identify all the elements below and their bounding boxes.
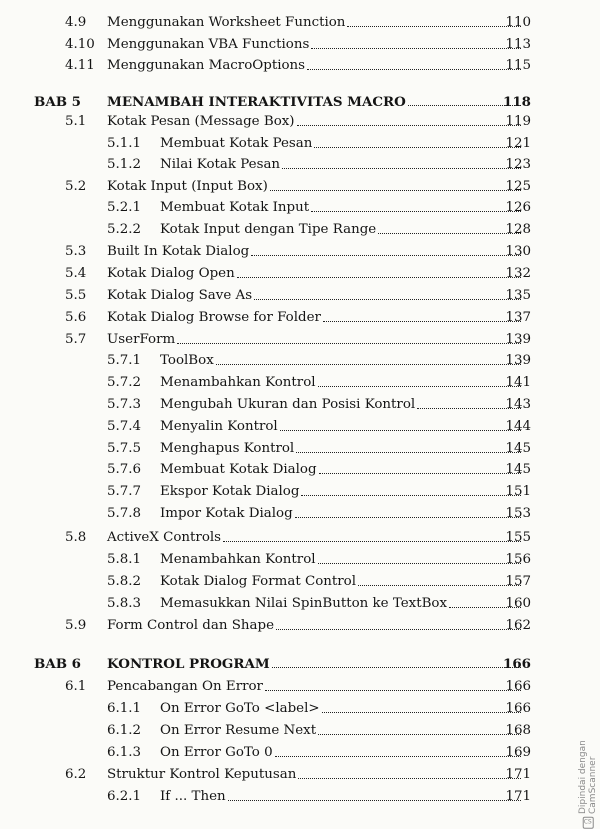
entry-number: 4.9 bbox=[65, 15, 87, 30]
toc-entry bbox=[0, 438, 600, 458]
entry-page-number: 145 bbox=[505, 441, 531, 456]
toc-entry bbox=[0, 742, 600, 762]
entry-title-line bbox=[160, 136, 522, 152]
dot-leader bbox=[275, 756, 521, 757]
entry-number: 5.7.7 bbox=[107, 484, 142, 499]
entry-number: 5.3 bbox=[65, 244, 87, 259]
entry-title: On Error Resume Next bbox=[160, 723, 317, 738]
entry-number: BAB 6 bbox=[34, 656, 82, 672]
entry-title-line bbox=[160, 789, 522, 805]
entry-number: 5.2 bbox=[65, 179, 87, 194]
entry-page-number: 121 bbox=[505, 136, 531, 151]
entry-page-number: 143 bbox=[505, 397, 531, 412]
entry-title-line bbox=[107, 179, 522, 195]
dot-leader bbox=[237, 277, 521, 278]
toc-entry bbox=[0, 285, 600, 305]
toc-entry bbox=[0, 55, 600, 75]
entry-page-number: 132 bbox=[505, 266, 531, 281]
entry-title: If ... Then bbox=[160, 789, 226, 804]
scanner-note: Dipindai dengan CamScanner bbox=[578, 740, 598, 815]
entry-number: 5.7.2 bbox=[107, 375, 142, 390]
toc-entry bbox=[0, 307, 600, 327]
entry-number: 5.1.2 bbox=[107, 157, 142, 172]
entry-page-number: 113 bbox=[505, 37, 531, 52]
dot-leader bbox=[216, 364, 521, 365]
entry-page-number: 110 bbox=[505, 15, 531, 30]
entry-page-number: 137 bbox=[505, 310, 531, 325]
entry-number: 5.2.2 bbox=[107, 222, 142, 237]
entry-title-line bbox=[160, 484, 522, 500]
entry-title: UserForm bbox=[107, 332, 176, 347]
toc-entry bbox=[0, 593, 600, 613]
entry-number: 5.7.1 bbox=[107, 353, 142, 368]
entry-number: 5.9 bbox=[65, 618, 87, 633]
entry-title-line bbox=[160, 723, 522, 739]
toc-entry bbox=[0, 241, 600, 261]
toc-entry bbox=[0, 416, 600, 436]
entry-title-line bbox=[107, 332, 522, 348]
dot-leader bbox=[265, 690, 521, 691]
entry-title: Menghapus Kontrol bbox=[160, 441, 295, 456]
entry-title: Kotak Input dengan Tipe Range bbox=[160, 222, 377, 237]
toc-entry bbox=[0, 350, 600, 370]
dot-leader bbox=[307, 69, 521, 70]
entry-title-line bbox=[160, 157, 522, 173]
entry-title: Menggunakan MacroOptions bbox=[107, 58, 306, 73]
entry-page-number: 157 bbox=[505, 574, 531, 589]
entry-page-number: 139 bbox=[505, 353, 531, 368]
entry-title-line bbox=[107, 656, 522, 672]
entry-number: 6.1.3 bbox=[107, 745, 142, 760]
entry-number: 6.2 bbox=[65, 767, 87, 782]
entry-title-line bbox=[107, 37, 522, 53]
entry-title-line bbox=[160, 375, 522, 391]
entry-title-line bbox=[160, 200, 522, 216]
dot-leader bbox=[223, 541, 521, 542]
entry-title-line bbox=[107, 767, 522, 783]
entry-page-number: 151 bbox=[505, 484, 531, 499]
dot-leader bbox=[318, 563, 521, 564]
entry-page-number: 169 bbox=[505, 745, 531, 760]
dot-leader bbox=[322, 712, 521, 713]
entry-title: Kotak Dialog Open bbox=[107, 266, 235, 281]
entry-title: Membuat Kotak Dialog bbox=[160, 462, 317, 477]
entry-title: Impor Kotak Dialog bbox=[160, 506, 293, 521]
entry-page-number: 141 bbox=[505, 375, 531, 390]
entry-page-number: 130 bbox=[505, 244, 531, 259]
toc-entry bbox=[0, 503, 600, 523]
entry-title-line bbox=[107, 266, 522, 282]
dot-leader bbox=[276, 629, 521, 630]
entry-number: 5.5 bbox=[65, 288, 87, 303]
entry-title: Kotak Dialog Format Control bbox=[160, 574, 357, 589]
entry-title: Built In Kotak Dialog bbox=[107, 244, 250, 259]
entry-page-number: 171 bbox=[505, 767, 531, 782]
entry-title-line bbox=[160, 552, 522, 568]
dot-leader bbox=[251, 255, 521, 256]
entry-number: 4.11 bbox=[65, 58, 95, 73]
entry-title-line bbox=[160, 441, 522, 457]
entry-title: KONTROL PROGRAM bbox=[107, 656, 270, 672]
entry-title-line bbox=[107, 15, 522, 31]
entry-page-number: 119 bbox=[505, 114, 531, 129]
entry-title: Kotak Dialog Browse for Folder bbox=[107, 310, 321, 325]
entry-number: 5.6 bbox=[65, 310, 87, 325]
entry-page-number: 153 bbox=[505, 506, 531, 521]
entry-page-number: 144 bbox=[505, 419, 531, 434]
toc-entry bbox=[0, 372, 600, 392]
toc-entry bbox=[0, 34, 600, 54]
entry-title: Menggunakan VBA Functions bbox=[107, 37, 310, 52]
dot-leader bbox=[311, 211, 521, 212]
toc-entry bbox=[0, 133, 600, 153]
toc-chapter-entry bbox=[0, 653, 600, 673]
dot-leader bbox=[280, 430, 521, 431]
entry-number: 5.7.4 bbox=[107, 419, 142, 434]
entry-title: Struktur Kontrol Keputusan bbox=[107, 767, 297, 782]
entry-page-number: 166 bbox=[503, 656, 531, 672]
entry-number: 5.7.8 bbox=[107, 506, 142, 521]
entry-title: Menggunakan Worksheet Function bbox=[107, 15, 346, 30]
entry-number: 6.1.2 bbox=[107, 723, 142, 738]
dot-leader bbox=[254, 299, 521, 300]
entry-page-number: 135 bbox=[505, 288, 531, 303]
entry-page-number: 160 bbox=[505, 596, 531, 611]
toc-entry bbox=[0, 459, 600, 479]
entry-title: MENAMBAH INTERAKTIVITAS MACRO bbox=[107, 94, 406, 110]
scanner-watermark bbox=[578, 700, 598, 828]
entry-title-line bbox=[160, 462, 522, 478]
dot-leader bbox=[296, 452, 521, 453]
entry-page-number: 125 bbox=[505, 179, 531, 194]
toc-entry bbox=[0, 571, 600, 591]
entry-title-line bbox=[107, 530, 522, 546]
entry-page-number: 166 bbox=[505, 679, 531, 694]
toc-entry bbox=[0, 698, 600, 718]
entry-page-number: 123 bbox=[505, 157, 531, 172]
dot-leader bbox=[282, 168, 521, 169]
entry-number: 5.2.1 bbox=[107, 200, 142, 215]
entry-title-line bbox=[160, 506, 522, 522]
entry-title: Ekspor Kotak Dialog bbox=[160, 484, 300, 499]
entry-page-number: 171 bbox=[505, 789, 531, 804]
entry-number: 5.7.3 bbox=[107, 397, 142, 412]
toc-chapter-entry bbox=[0, 91, 600, 111]
dot-leader bbox=[318, 734, 521, 735]
entry-title-line bbox=[107, 679, 522, 695]
entry-number: 5.8.1 bbox=[107, 552, 142, 567]
toc-entry bbox=[0, 786, 600, 806]
toc-entry bbox=[0, 111, 600, 131]
entry-title: Membuat Kotak Pesan bbox=[160, 136, 313, 151]
entry-title-line bbox=[160, 701, 522, 717]
toc-entry bbox=[0, 12, 600, 32]
toc-entry bbox=[0, 764, 600, 784]
toc-entry bbox=[0, 549, 600, 569]
entry-title: Nilai Kotak Pesan bbox=[160, 157, 281, 172]
entry-title-line bbox=[107, 94, 522, 110]
entry-page-number: 155 bbox=[505, 530, 531, 545]
entry-title: Menambahkan Kontrol bbox=[160, 375, 316, 390]
entry-number: 5.7.5 bbox=[107, 441, 142, 456]
entry-title: Pencabangan On Error bbox=[107, 679, 263, 694]
toc-entry bbox=[0, 329, 600, 349]
dot-leader bbox=[272, 667, 521, 668]
entry-number: 5.8 bbox=[65, 530, 87, 545]
entry-title-line bbox=[160, 397, 522, 413]
entry-title: On Error GoTo 0 bbox=[160, 745, 273, 760]
entry-page-number: 115 bbox=[505, 58, 531, 73]
entry-title-line bbox=[107, 618, 522, 634]
entry-number: 5.1 bbox=[65, 114, 87, 129]
entry-title-line bbox=[160, 222, 522, 238]
entry-page-number: 118 bbox=[503, 94, 531, 110]
entry-number: 5.4 bbox=[65, 266, 87, 281]
entry-page-number: 126 bbox=[505, 200, 531, 215]
entry-number: 5.1.1 bbox=[107, 136, 142, 151]
entry-title: Kotak Dialog Save As bbox=[107, 288, 253, 303]
entry-title-line bbox=[160, 419, 522, 435]
entry-number: 5.7 bbox=[65, 332, 87, 347]
dot-leader bbox=[301, 495, 521, 496]
toc-entry bbox=[0, 219, 600, 239]
dot-leader bbox=[270, 190, 521, 191]
entry-page-number: 139 bbox=[505, 332, 531, 347]
entry-title-line bbox=[107, 288, 522, 304]
dot-leader bbox=[295, 517, 521, 518]
dot-leader bbox=[177, 343, 521, 344]
entry-title-line bbox=[160, 574, 522, 590]
entry-page-number: 162 bbox=[505, 618, 531, 633]
entry-page-number: 145 bbox=[505, 462, 531, 477]
entry-number: 6.1.1 bbox=[107, 701, 142, 716]
dot-leader bbox=[297, 125, 521, 126]
dot-leader bbox=[311, 48, 521, 49]
entry-page-number: 156 bbox=[505, 552, 531, 567]
toc-entry bbox=[0, 720, 600, 740]
entry-title: Menambahkan Kontrol bbox=[160, 552, 316, 567]
toc-entry bbox=[0, 615, 600, 635]
toc-entry bbox=[0, 197, 600, 217]
toc-entry bbox=[0, 154, 600, 174]
toc-entry bbox=[0, 263, 600, 283]
entry-number: BAB 5 bbox=[34, 94, 82, 110]
entry-title-line bbox=[107, 114, 522, 130]
camscanner-logo-icon: CS bbox=[583, 817, 594, 829]
entry-number: 6.2.1 bbox=[107, 789, 142, 804]
entry-title-line bbox=[160, 596, 522, 612]
entry-page-number: 128 bbox=[505, 222, 531, 237]
dot-leader bbox=[318, 386, 521, 387]
toc-entry bbox=[0, 394, 600, 414]
entry-title: Menyalin Kontrol bbox=[160, 419, 278, 434]
entry-title-line bbox=[160, 353, 522, 369]
entry-number: 5.7.6 bbox=[107, 462, 142, 477]
entry-title-line bbox=[107, 244, 522, 260]
entry-number: 6.1 bbox=[65, 679, 87, 694]
entry-title: ActiveX Controls bbox=[107, 530, 222, 545]
toc-entry bbox=[0, 176, 600, 196]
entry-title: On Error GoTo <label> bbox=[160, 701, 320, 716]
entry-page-number: 168 bbox=[505, 723, 531, 738]
entry-number: 5.8.3 bbox=[107, 596, 142, 611]
toc-entry bbox=[0, 481, 600, 501]
entry-title: Kotak Input (Input Box) bbox=[107, 179, 268, 194]
dot-leader bbox=[298, 778, 521, 779]
entry-title: ToolBox bbox=[160, 353, 214, 368]
dot-leader bbox=[228, 800, 521, 801]
toc-entry bbox=[0, 527, 600, 547]
entry-page-number: 166 bbox=[505, 701, 531, 716]
dot-leader bbox=[319, 473, 521, 474]
entry-number: 5.8.2 bbox=[107, 574, 142, 589]
entry-title: Membuat Kotak Input bbox=[160, 200, 310, 215]
entry-title-line bbox=[160, 745, 522, 761]
entry-title: Mengubah Ukuran dan Posisi Kontrol bbox=[160, 397, 416, 412]
entry-title: Form Control dan Shape bbox=[107, 618, 275, 633]
dot-leader bbox=[314, 147, 521, 148]
toc-entry bbox=[0, 676, 600, 696]
entry-title-line bbox=[107, 58, 522, 74]
entry-number: 4.10 bbox=[65, 37, 95, 52]
dot-leader bbox=[323, 321, 521, 322]
entry-title: Memasukkan Nilai SpinButton ke TextBox bbox=[160, 596, 448, 611]
entry-title: Kotak Pesan (Message Box) bbox=[107, 114, 295, 129]
entry-title-line bbox=[107, 310, 522, 326]
